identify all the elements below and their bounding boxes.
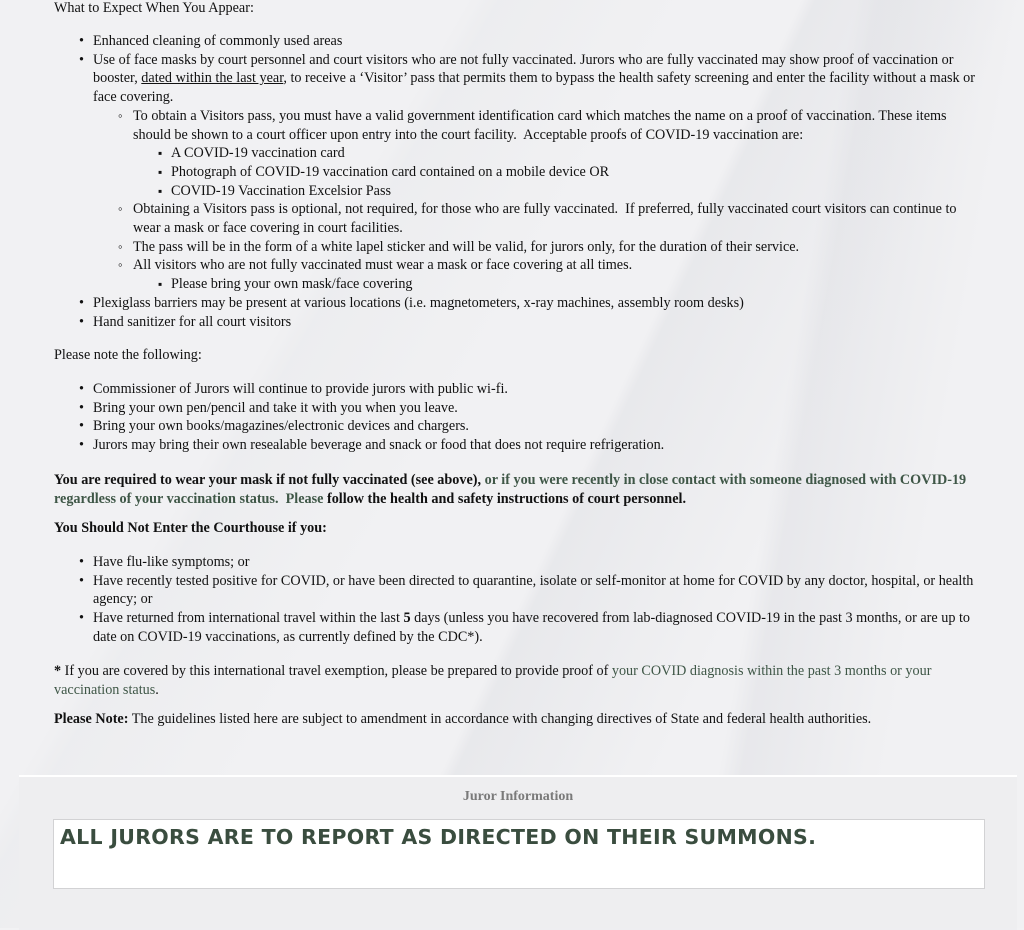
mask-paragraph [54, 471, 984, 508]
note-item: • Bring your own books/magazines/electronic devices and chargers. [54, 417, 984, 436]
sublist-item [93, 256, 984, 293]
note-item: • Commissioner of Jurors will continue to provide jurors with public wi-fi. [54, 380, 984, 399]
list-item-text: Use of face masks by court personnel and court visitors who are not fully vaccinated. Jurors who are fully vaccinated may show proof of vaccination or booster, [93, 51, 954, 87]
sublist-item-text: All visitors who are not fully vaccinated must wear a mask or face covering at all times. [133, 257, 633, 274]
own-mask-item: ▪ Please bring your own mask/face covering [133, 275, 984, 294]
please-note-label: Please Note: [54, 711, 129, 727]
mask-required-text: You are required to wear your mask if not fully vaccinated (see above), [54, 472, 485, 488]
not-enter-list [54, 553, 984, 647]
not-enter-item: • Have recently tested positive for COVID, or have been directed to quarantine, isolate or self-monitor at home for COVID by any doctor, hospital, or health agency; or [54, 572, 984, 609]
not-enter-heading: You Should Not Enter the Courthouse if you: [54, 520, 327, 536]
list-item-text: Enhanced cleaning of commonly used areas [93, 33, 343, 49]
please-note-text: The guidelines listed here are subject to amendment in accordance with changing directives of State and federal health authorities. [128, 711, 872, 727]
juror-report-message: ALL JURORS ARE TO REPORT AS DIRECTED ON THEIR SUMMONS. [60, 825, 817, 849]
please-note [54, 710, 984, 729]
footnote [54, 662, 984, 699]
travel-days: 5 [403, 610, 411, 627]
list-item-text: , to receive a ‘Visitor’ pass that permits them to bypass the health safety screening and enter the facility without a mask or face covering. [93, 70, 975, 106]
list-item [54, 51, 984, 294]
visitor-pass-sublist [93, 107, 984, 294]
sublist-item: ◦ The pass will be in the form of a white lapel sticker and will be valid, for jurors only, for the duration of their service. [93, 238, 984, 257]
note-heading: Please note the following: [54, 347, 202, 363]
close-contact-text: or if you were recently in close contact with someone diagnosed with COVID-19 regardless of your vaccination status. Please [54, 472, 967, 507]
sublist-item: ◦ Obtaining a Visitors pass is optional, not required, for those who are fully vaccinated. If preferred, fully vaccinated court visitors can continue to wear a mask or face covering in court facilities. [93, 200, 984, 237]
proof-item: ▪ A COVID-19 vaccination card [133, 144, 984, 163]
juror-information-title: Juror Information [462, 789, 574, 804]
proofs-list [133, 144, 984, 200]
expect-list [54, 32, 984, 331]
sublist-item-text: To obtain a Visitors pass, you must have a valid government identification card which matches the name on a proof of vaccination. These items should be shown to a court officer upon entry into the court facility. Acceptable proofs of COVID-19 vaccination are: [133, 107, 947, 143]
juror-information-box [53, 819, 985, 889]
travel-text: Have returned from international travel within the last [93, 610, 404, 627]
dated-within-link[interactable]: dated within the last year [141, 70, 284, 87]
list-item [54, 32, 984, 51]
travel-text-end: days (unless you have recovered from lab-diagnosed COVID-19 in the past 3 months, or are up to date on COVID-19 vaccinations, as currently defined by the CDC*). [93, 610, 971, 645]
not-enter-item [54, 609, 984, 646]
note-list [54, 380, 984, 455]
own-mask-list [133, 275, 984, 294]
note-item: • Jurors may bring their own resealable beverage and snack or food that does not require refrigeration. [54, 436, 984, 455]
note-item: • Bring your own pen/pencil and take it with you when you leave. [54, 399, 984, 418]
footnote-end: . [155, 681, 159, 698]
follow-instructions-text: follow the health and safety instructions of court personnel. [326, 490, 686, 507]
sublist-item [93, 107, 984, 201]
not-enter-item: • Have flu-like symptoms; or [54, 553, 984, 572]
list-item: • Plexiglass barriers may be present at various locations (i.e. magnetometers, x-ray machines, assembly room desks) [54, 294, 984, 313]
list-item: • Hand sanitizer for all court visitors [54, 313, 984, 332]
juror-information-panel [19, 775, 1017, 930]
expect-heading: What to Expect When You Appear: [54, 0, 254, 16]
proof-item: ▪ Photograph of COVID-19 vaccination card contained on a mobile device OR [133, 163, 984, 182]
footnote-text: If you are covered by this international travel exemption, please be prepared to provide proof of [61, 663, 612, 679]
proof-item: ▪ COVID-19 Vaccination Excelsior Pass [133, 182, 984, 201]
footnote-green-text: your COVID diagnosis within the past 3 months or your vaccination status [54, 663, 932, 698]
footnote-star: * [54, 663, 62, 679]
